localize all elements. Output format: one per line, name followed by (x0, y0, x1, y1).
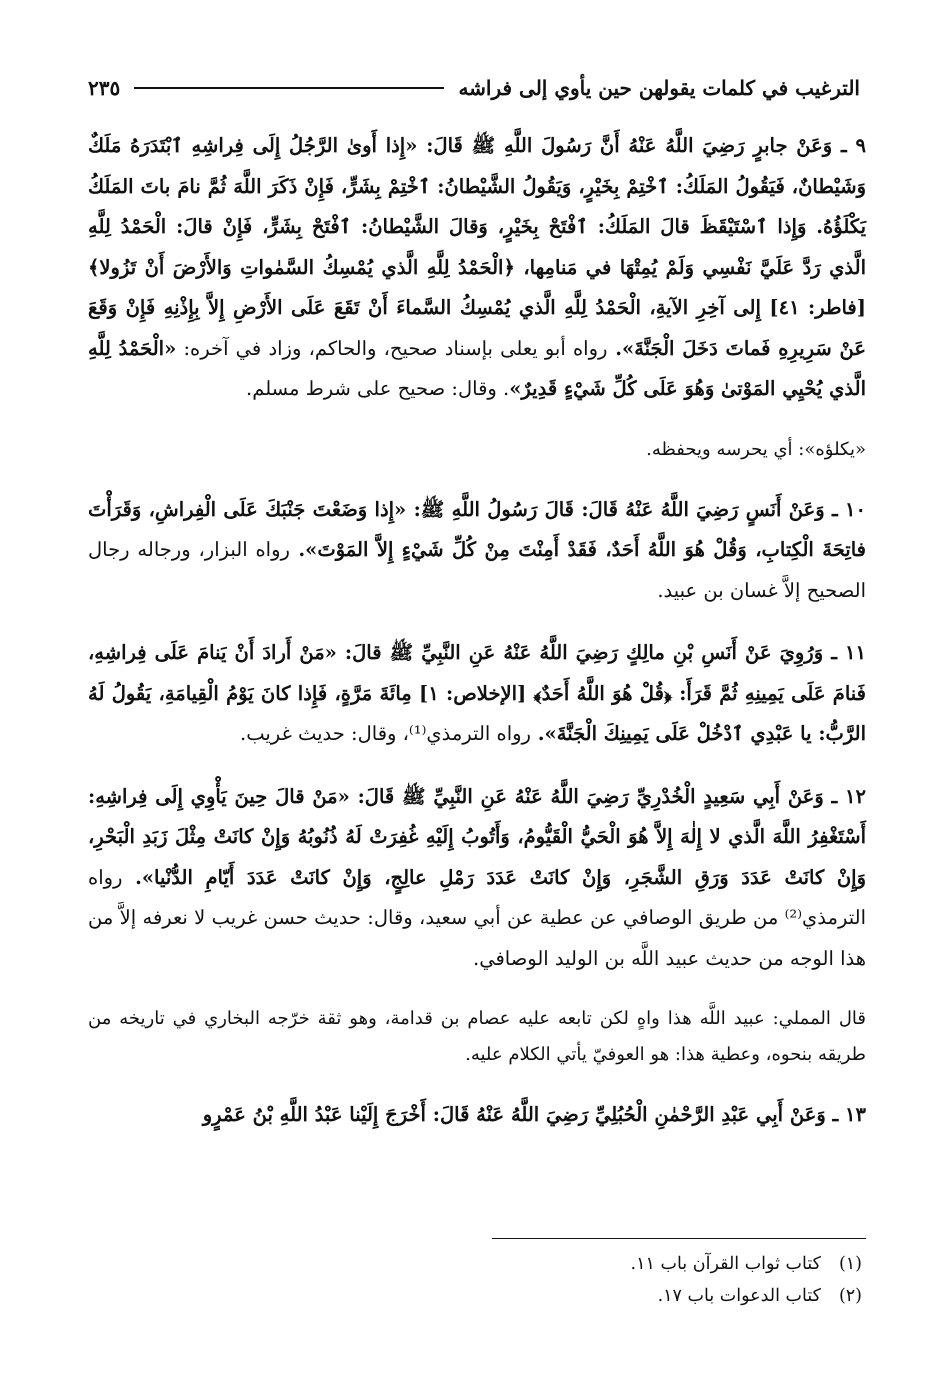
editor-note: قال المملي: عبيد اللَّه هذا واهٍ لكن تابعه عليه عصام بن قدامة، وهو ثقة خرّجه البخاري في تاريخه من طريقه بنحوه، وعطية هذا: هو العوفيّ يأتي الكلام عليه. (88, 1008, 866, 1065)
footnote-1 (400, 1248, 862, 1280)
hadith-narration: رواه الترمذي⁽²⁾ من طريق الوصافي عن عطية عن أبي سعيد، وقال: حديث حسن غريب لا نعرفه إلاَّ من هذا الوجه من حديث عبيد اللَّه بن الوليد الوصافي. (88, 865, 866, 970)
hadith-11 (88, 633, 866, 755)
hadith-grading: . وقال: صحيح على شرط مسلم. (246, 377, 510, 400)
hadith-addition: «الْحَمْدُ لِلَّهِ الَّذي يُحْيِي المَوْتىٰ وَهُوَ عَلَى كُلِّ شَيْءٍ قَدِيرٌ» (88, 336, 866, 400)
footnote-2 (400, 1280, 862, 1312)
hadith-10 (88, 490, 866, 612)
hadith-lead: ٩ ـ وَعَنْ جابرٍ رَضِيَ اللَّهُ عَنْهُ أَنَّ رَسُولَ اللَّهِ ﷺ قَالَ: (417, 134, 867, 157)
hadith-lead: ١٠ ـ وَعَنْ أَنَسٍ رَضِيَ اللَّهُ عَنْهُ قَالَ: قَالَ رَسُولُ اللَّهِ ﷺ: (406, 497, 866, 521)
hadith-lead: ١٢ ـ وَعَنْ أَبِي سَعِيدٍ الْخُدْرِيِّ رَضِيَ اللَّهُ عَنْهُ عَنِ النَّبِيِّ ﷺ قَالَ: (349, 784, 866, 808)
hadith-text: «إِذا أَوىٰ الرَّجُلُ إِلَى فِراشِهِ ٱبْتَدَرَهُ مَلَكٌ وَشَيْطانٌ، فَيَقُولُ المَلَكُ: ٱخْتِمْ بِخَيْرٍ، وَيَقُولُ الشَّيْطانُ: ٱخْتِمْ بِشَرٍّ، فَإِنْ ذَكَرَ اللَّهَ ثُمَّ نامَ باتَ المَلَكُ يَكْلَؤُهُ. وَإِذا ٱسْتَيْقَظَ قالَ المَلَكُ: ٱفْتَحْ بِخَيْرٍ، وَقالَ الشَّيْطانُ: ٱفْتَحْ بِشَرٍّ، فَإِنْ قالَ: الْحَمْدُ لِلَّهِ الَّذي رَدَّ عَلَيَّ نَفْسِي وَلَمْ يُمِتْهَا في مَنامِها، ﴿الْحَمْدُ لِلَّهِ الَّذي يُمْسِكُ السَّمٰواتِ وَالأَرْضَ أَنْ تَزُولا﴾ [فاطر: ٤١] إِلى آخِرِ الآيةِ، الْحَمْدُ لِلَّهِ الَّذي يُمْسِكُ السَّماءَ أَنْ تَقَعَ عَلَى الأَرْضِ إِلاَّ بِإِذْنِهِ فَإِنْ وَقَعَ عَنْ سَرِيرِهِ فَماتَ دَخَلَ الْجَنَّةَ». (88, 134, 866, 360)
hadith-lead: ١٣ ـ وَعَنْ أَبِي عَبْدِ الرَّحْمٰنِ الْحُبُلِيِّ رَضِيَ اللَّهُ عَنْهُ قَالَ: (425, 1103, 866, 1126)
hadith-narration: رواه الترمذي⁽¹⁾، وقال: حديث غريب. (240, 722, 531, 745)
hadith-text: أَخْرَجَ إِلَيْنا عَبْدُ اللَّهِ بْنُ عَمْرٍو (202, 1103, 426, 1126)
footnote-text: كتاب الدعوات باب ١٧. (657, 1286, 821, 1306)
header-rule (134, 87, 444, 89)
footnotes (400, 1248, 862, 1312)
footnote-text: كتاب ثواب القرآن باب ١١. (630, 1254, 821, 1274)
page-header (88, 68, 860, 108)
hadith-9 (88, 126, 866, 410)
running-title: الترغيب في كلمات يقولهن حين يأوي إلى فراشه (458, 76, 860, 100)
footnote-mark: (١) (838, 1254, 862, 1274)
gloss-note: «يكلؤه»: أي يحرسه ويحفظه. (646, 438, 866, 460)
hadith-narration: رواه البزار، ورجاله رجال الصحيح إلاَّ غسان بن عبيد. (88, 538, 866, 602)
hadith-text: «إِذا وَضَعْتَ جَنْبَكَ عَلَى الْفِراشِ، وَقَرَأْتَ فاتِحَةَ الْكِتابِ، وَقُلْ هُوَ اللَّهُ أَحَدٌ، فَقَدْ أَمِنْتَ مِنْ كُلِّ شَيْءٍ إِلاَّ المَوْتَ». (88, 497, 866, 561)
page-number: ٢٣٥ (88, 76, 121, 100)
hadith-text: «مَنْ أَرادَ أَنْ يَنامَ عَلَى فِراشِهِ، فَنامَ عَلَى يَمِينِهِ ثُمَّ قَرَأَ: ﴿قُلْ هُوَ اللَّهُ أَحَدٌ﴾ [الإخلاص: ١] مِائَةَ مَرَّةٍ، فَإِذا كانَ يَوْمُ الْقِيامَةِ، يَقُولُ لَهُ الرَّبُّ: يا عَبْدِي ٱدْخُلْ عَلَى يَمِينِكَ الْجَنَّةَ». (88, 641, 866, 745)
hadith-narration: رواه أبو يعلى بإسناد صحيح، والحاكم، وزاد في آخره: (176, 336, 608, 360)
footnote-mark: (٢) (838, 1286, 862, 1306)
hadith-text: «مَنْ قالَ حِينَ يَأْوِي إِلَى فِراشِهِ: أَسْتَغْفِرُ اللَّهَ الَّذي لا إِلٰهَ إِلاَّ هُوَ الْحَيُّ الْقَيُّومُ، وَأَتُوبُ إِلَيْهِ غُفِرَتْ لَهُ ذُنُوبُهُ وَإِنْ كانَتْ مِثْلَ زَبَدِ الْبَحْرِ، وَإِنْ كانَتْ عَدَدَ وَرَقِ الشَّجَرِ، وَإِنْ كانَتْ عَدَدَ رَمْلِ عالِجٍ، وَإِنْ كانَتْ عَدَدَ أَيّامِ الدُّنْيا». (88, 784, 866, 889)
footnote-rule (492, 1238, 866, 1239)
hadith-12 (88, 777, 866, 980)
hadith-13 (88, 1095, 866, 1136)
main-text (88, 126, 866, 1158)
hadith-lead: ١١ ـ وَرُوِيَ عَنْ أَنَسِ بْنِ مالِكٍ رَضِيَ اللَّهُ عَنْهُ عَنِ النَّبِيِّ ﷺ قالَ: (336, 641, 866, 664)
